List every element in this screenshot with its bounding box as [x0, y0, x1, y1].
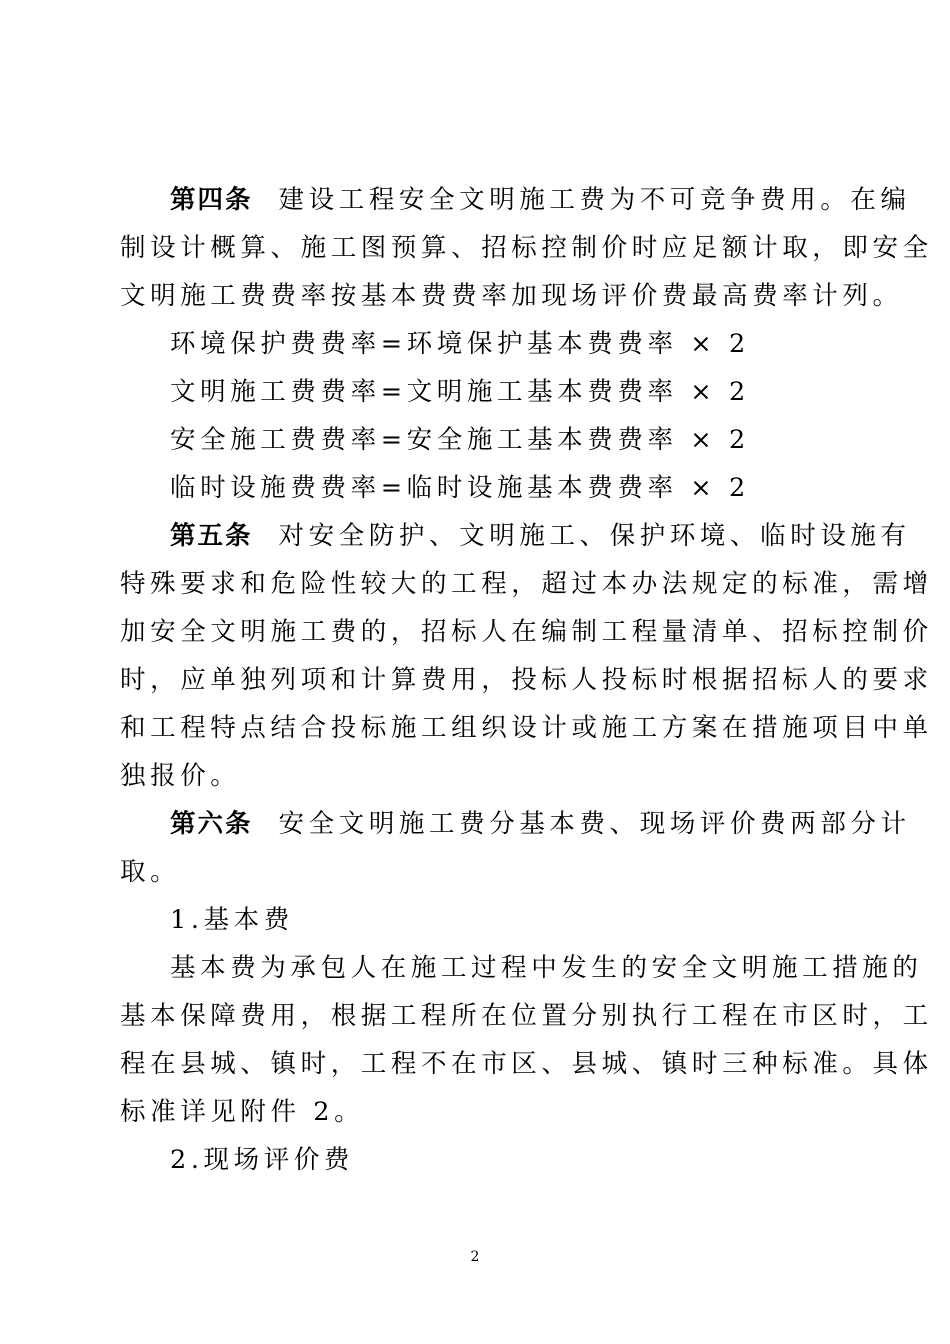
article5-line-4: 时，应单独列项和计算费用，投标人投标时根据招标人的要求: [120, 665, 933, 695]
article4-label: 第四条: [170, 185, 253, 215]
article4-text-1: 建设工程安全文明施工费为不可竞争费用。在编: [278, 185, 911, 215]
article4-line-3: 文明施工费费率按基本费费率加现场评价费最高费率计列。: [120, 281, 903, 311]
page-number: 2: [470, 1249, 480, 1265]
item1-line-3: 程在县城、镇时，工程不在市区、县城、镇时三种标准。具体: [120, 1049, 933, 1079]
formula-environment: 环境保护费费率=环境保护基本费费率 × 2: [170, 329, 750, 359]
formula-safety: 安全施工费费率=安全施工基本费费率 × 2: [170, 425, 750, 455]
article5-line-5: 和工程特点结合投标施工组织设计或施工方案在措施项目中单: [120, 713, 933, 743]
article6-text-1: 安全文明施工费分基本费、现场评价费两部分计: [278, 809, 911, 839]
article6-label: 第六条: [170, 809, 253, 839]
article6-line-2: 取。: [120, 857, 181, 887]
item1-line-4: 标准详见附件 2。: [120, 1097, 365, 1127]
article4-line-1: [170, 176, 911, 224]
article5-label: 第五条: [170, 521, 253, 551]
article5-line-2: 特殊要求和危险性较大的工程，超过本办法规定的标准，需增: [120, 569, 933, 599]
formula-civilized: 文明施工费费率=文明施工基本费费率 × 2: [170, 377, 750, 407]
item1-heading: 1.基本费: [170, 905, 294, 935]
item1-line-1: 基本费为承包人在施工过程中发生的安全文明施工措施的: [170, 953, 923, 983]
article6-line-1: [170, 800, 911, 848]
formula-temporary: 临时设施费费率=临时设施基本费费率 × 2: [170, 473, 750, 503]
item2-heading: 2.现场评价费: [170, 1145, 355, 1175]
article5-line-1: [170, 512, 911, 560]
article4-line-2: 制设计概算、施工图预算、招标控制价时应足额计取，即安全: [120, 233, 933, 263]
article5-line-3: 加安全文明施工费的，招标人在编制工程量清单、招标控制价: [120, 617, 933, 647]
article5-line-6: 独报价。: [120, 761, 241, 791]
item1-line-2: 基本保障费用，根据工程所在位置分别执行工程在市区时，工: [120, 1001, 933, 1031]
article5-text-1: 对安全防护、文明施工、保护环境、临时设施有: [278, 521, 911, 551]
